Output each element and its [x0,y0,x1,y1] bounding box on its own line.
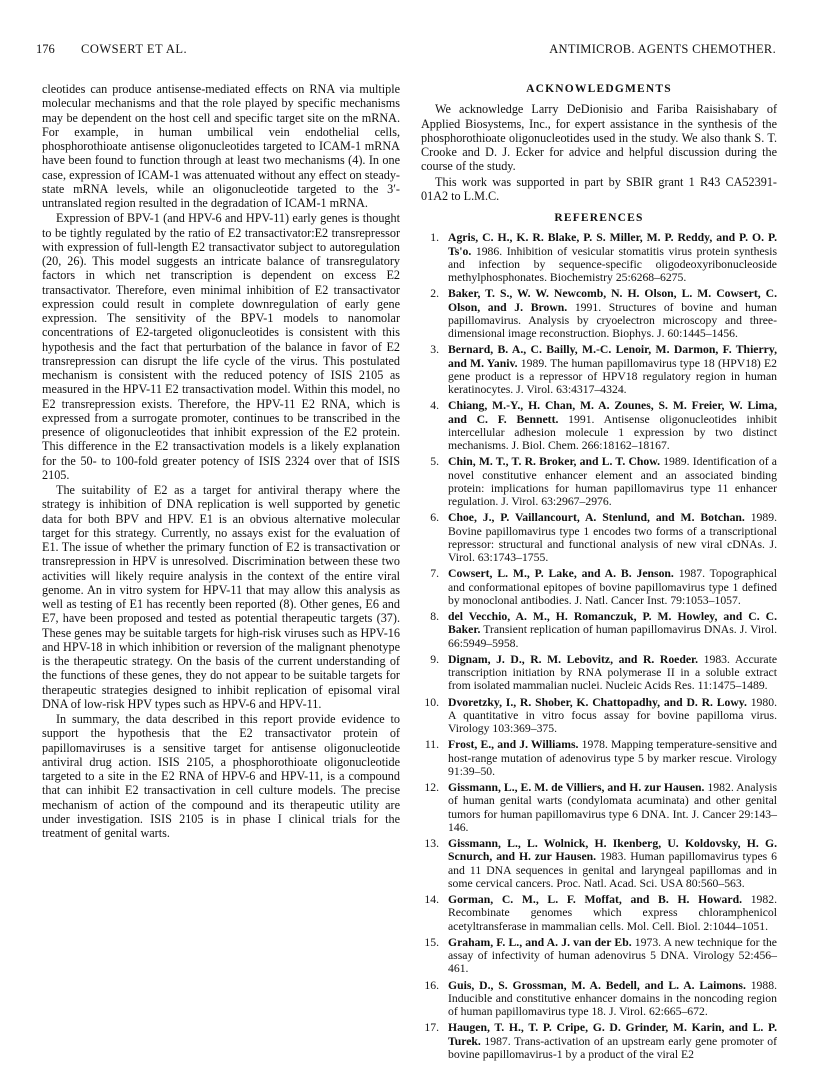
reference-citation: 1978. Mapping temperature-sensitive and host-range mutation of adenovirus type 5 by marker rescue. Virology 91:39–50. [448,738,777,778]
acknowledgments-paragraph: We acknowledge Larry DeDionisio and Fariba Raisishabary of Applied Biosystems, Inc., for expert assistance in the synthesis of the phosphorothioate oligonucleotides used in the study. We also thank S. T. Crooke and D. J. Ecker for advice and helpful discussion during the course of the study. [421,102,777,174]
reference-number: 2. [430,287,439,301]
reference-item [421,781,777,834]
reference-citation: 1973. A new technique for the assay of infectivity of human adenovirus 5 DNA. Virology 52:456–461. [448,935,777,976]
running-authors: COWSERT ET AL. [81,42,188,56]
page-number: 176 [36,42,55,56]
reference-item [421,610,777,650]
reference-list [421,231,777,1061]
reference-number: 4. [430,399,439,413]
reference-citation: 1986. Inhibition of vesicular stomatitis virus protein synthesis and infection by sequence-specific oligodeoxyribonucleoside methylphosphonates. Biochemistry 25:6268–6275. [448,244,777,284]
reference-number: 14. [424,893,439,906]
reference-authors: Graham, F. L., and A. J. van der Eb. [448,935,632,949]
reference-authors: Bernard, B. A., C. Bailly, M.-C. Lenoir, M. Darmon, F. Thierry, and M. Yaniv. [448,343,777,370]
reference-citation: 1989. Bovine papillomavirus type 1 encodes two forms of a transcriptional repressor: structural and functional analysis of new viral cDNAs. J. Virol. 63:1743–1755. [448,511,778,564]
reference-number: 12. [424,781,439,794]
reference-number: 11. [424,738,439,752]
reference-citation: 1987. Topographical and conformational epitopes of bovine papillomavirus type 1 defined by monoclonal antibodies. J. Natl. Cancer Inst. 79:1053–1057. [448,567,777,607]
reference-item [421,936,777,976]
reference-citation: 1983. Human papillomavirus types 6 and 11 DNA sequences in genital and laryngeal papillomas and in some cervical cancers. Proc. Natl. Acad. Sci. USA 80:560–563. [448,850,777,890]
reference-item [421,696,777,736]
reference-item [421,567,777,607]
discussion-paragraph: The suitability of E2 as a target for antiviral therapy where the strategy is inhibition of DNA replication is well supported by genetic data for both BPV and HPV. E1 is an obvious alternative molecular target for this strategy. Currently, no assays exist for the evaluation of E1. The issue of whether the primary function of E2 is transactivation or transrepression in HPV is unresolved. Discrimination between these two activities will likely require analysis in the context of the entire viral genome. An in vitro system for HPV-11 that may allow this analysis as well as testing of E1 has recently been reported (8). Other genes, E6 and E7, have been proposed and tested as potential therapeutic targets (37). These genes may be suitable targets for high-risk viruses such as HPV-16 and HPV-18 in which inhibition or reversion of the malignant phenotype is the therapeutic strategy. On the basis of the current understanding of the functions of these genes, they do not appear to be suitable targets for therapeutic strategies designed to inhibit replication of episomal viral DNA of low-risk HPV types such as HPV-6 and HPV-11. [42,483,400,711]
reference-item [421,837,777,890]
reference-number: 15. [424,935,439,949]
journal-name: ANTIMICROB. AGENTS CHEMOTHER. [549,42,776,56]
reference-number: 8. [430,610,439,623]
left-column [42,82,400,840]
summary-paragraph: In summary, the data described in this report provide evidence to support the hypothesis that the E2 transactivator protein of papillomaviruses is a sensitive target for antisense oligonucleotide antiviral drug action. ISIS 2105, a phosphorothioate oligonucleotide targeted to a site in the E2 RNA of HPV-6 and HPV-11, is a compound that can inhibit E2 transactivation in cell culture models. The precise mechanism of action of the compound and its therapeutic utility are under investigation. ISIS 2105 is in phase I clinical trials for the treatment of genital warts. [42,712,400,840]
reference-item [421,511,777,564]
reference-item [421,893,777,933]
reference-item [421,1021,777,1061]
funding-paragraph: This work was supported in part by SBIR grant 1 R43 CA52391-01A2 to L.M.C. [421,174,777,203]
reference-authors: Haugen, T. H., T. P. Cripe, G. D. Grinder, M. Karin, and L. P. Turek. [448,1021,777,1048]
reference-number: 17. [424,1021,439,1035]
reference-citation: 1983. Accurate transcription initiation by RNA polymerase II in a soluble extract from isolated mammalian nuclei. Nucleic Acids Res. 11:1475–1489. [448,652,778,693]
discussion-paragraph: Expression of BPV-1 (and HPV-6 and HPV-11) early genes is thought to be tightly regulated by the ratio of E2 transactivator:E2 transrepressor with expression of full-length E2 transactivator subject to autoregulation (20, 26). This model suggests an intricate balance of transregulatory factors in which net transcription is dependent on excess E2 transactivator. Therefore, even minimal inhibition of E2 transactivator expression could result in complete downregulation of early gene expression. The sensitivity of the BPV-1 models to nanomolar concentrations of E2-targeted oligonucleotides is consistent with this hypothesis and the fact that perturbation of the balance in favor of E2 transrepression can disrupt the life cycle of the virus. This postulated mechanism is consistent with the reduced potency of ISIS 2105 as measured in the HPV-11 E2 transactivation model. Within this model, no E2 transrepression exists. Therefore, the HPV-11 E2 RNA, which is expressed from a surrogate promoter, continues to be transcribed in the presence of oligonucleotides that inhibit expression of the E2 protein. This difference in the E2 transactivation models is a likely explanation for the 50- to 100-fold greater potency of ISIS 2324 over that of ISIS 2105. [42,211,400,482]
reference-item [421,738,777,778]
reference-authors: Baker, T. S., W. W. Newcomb, N. H. Olson, L. M. Cowsert, C. Olson, and J. Brown. [448,287,777,314]
reference-number: 7. [430,567,439,581]
reference-item [421,231,777,284]
reference-citation: 1989. The human papillomavirus type 18 (HPV18) E2 gene product is a repressor of HPV18 regulatory region in human keratinocytes. J. Virol. 63:4317–4324. [448,356,777,396]
reference-number: 5. [430,455,439,469]
reference-authors: Dignam, J. D., R. M. Lebovitz, and R. Roeder. [448,652,699,666]
reference-number: 13. [424,837,439,850]
reference-citation: 1982. Analysis of human genital warts (condylomata acuminata) and other genital tumors for human papillomavirus type 6 DNA. Int. J. Cancer 29:143–146. [448,781,777,834]
reference-authors: Guis, D., S. Grossman, M. A. Bedell, and L. A. Laimons. [448,978,746,992]
reference-authors: Dvoretzky, I., R. Shober, K. Chattopadhy, and D. R. Lowy. [448,695,747,709]
reference-item [421,343,777,396]
reference-authors: Gissmann, L., L. Wolnick, H. Ikenberg, U. Koldovsky, H. G. Scnurch, and H. zur Hausen. [448,837,777,864]
reference-citation: 1991. Antisense oligonucleotides inhibit intercellular adhesion molecule 1 expression by two distinct mechanisms. J. Biol. Chem. 266:18162–18167. [448,412,777,452]
right-column [421,82,777,1064]
reference-number: 10. [424,695,439,709]
reference-authors: Gissmann, L., E. M. de Villiers, and H. zur Hausen. [448,781,705,794]
reference-citation: 1991. Structures of bovine and human papillomavirus. Analysis by cryoelectron microscopy and three-dimensional image reconstruction. Biophys. J. 60:1445–1456. [448,300,777,340]
reference-authors: Frost, E., and J. Williams. [448,738,579,752]
reference-citation: 1982. Recombinate genomes which express chloramphenicol acetyltransferase in mammalian cells. Mol. Cell. Biol. 2:1044–1051. [448,893,777,933]
reference-authors: Chiang, M.-Y., H. Chan, M. A. Zounes, S. M. Freier, W. Lima, and C. F. Bennett. [448,399,777,426]
reference-item [421,653,777,693]
reference-authors: Agris, C. H., K. R. Blake, P. S. Miller, M. P. Reddy, and P. O. P. Ts'o. [448,231,777,258]
reference-authors: Gorman, C. M., L. F. Moffat, and B. H. Howard. [448,893,742,906]
reference-citation: 1989. Identification of a novel constitutive enhancer element and an associated binding protein: implications for human papillomavirus type 11 enhancer regulation. J. Virol. 63:2967–2976. [448,455,777,508]
reference-citation: Transient replication of human papillomavirus DNAs. J. Virol. 66:5949–5958. [448,623,777,650]
page-header [36,42,776,62]
reference-citation: 1987. Trans-activation of an upstream early gene promoter of bovine papillomavirus-1 by a product of the viral E2 [448,1034,777,1061]
reference-authors: del Vecchio, A. M., H. Romanczuk, P. M. Howley, and C. C. Baker. [448,610,777,637]
reference-number: 6. [430,511,439,525]
reference-item [421,287,777,340]
discussion-paragraph: cleotides can produce antisense-mediated effects on RNA via multiple molecular mechanisms and that the role played by specific mechanisms may be dependent on the host cell and specific target site on the mRNA. For example, in human umbilical vein endothelial cells, phosphorothioate antisense oligonucleotides targeted to ICAM-1 mRNA have been found to function through at least two mechanisms (4). In one case, expression of ICAM-1 was attenuated without any effect on steady-state mRNA levels, while an oligonucleotide targeted to the 3′-untranslated region resulted in the degradation of ICAM-1 mRNA. [42,82,400,210]
acknowledgments-heading: ACKNOWLEDGMENTS [526,83,672,95]
reference-authors: Cowsert, L. M., P. Lake, and A. B. Jenson. [448,567,674,581]
reference-authors: Choe, J., P. Vaillancourt, A. Stenlund, and M. Botchan. [448,511,745,525]
reference-number: 1. [430,231,439,245]
reference-item [421,455,777,508]
reference-authors: Chin, M. T., T. R. Broker, and L. T. Chow. [448,455,660,469]
reference-citation: 1988. Inducible and constitutive enhancer domains in the noncoding region of human papillomavirus type 18. J. Virol. 62:665–672. [448,978,778,1018]
references-heading: REFERENCES [554,212,644,224]
reference-item [421,979,777,1019]
reference-number: 9. [430,652,439,666]
reference-number: 16. [424,978,439,992]
reference-number: 3. [430,343,439,357]
reference-item [421,399,777,452]
reference-citation: 1980. A quantitative in vitro focus assay for bovine papilloma virus. Virology 103:369–375. [448,695,778,735]
